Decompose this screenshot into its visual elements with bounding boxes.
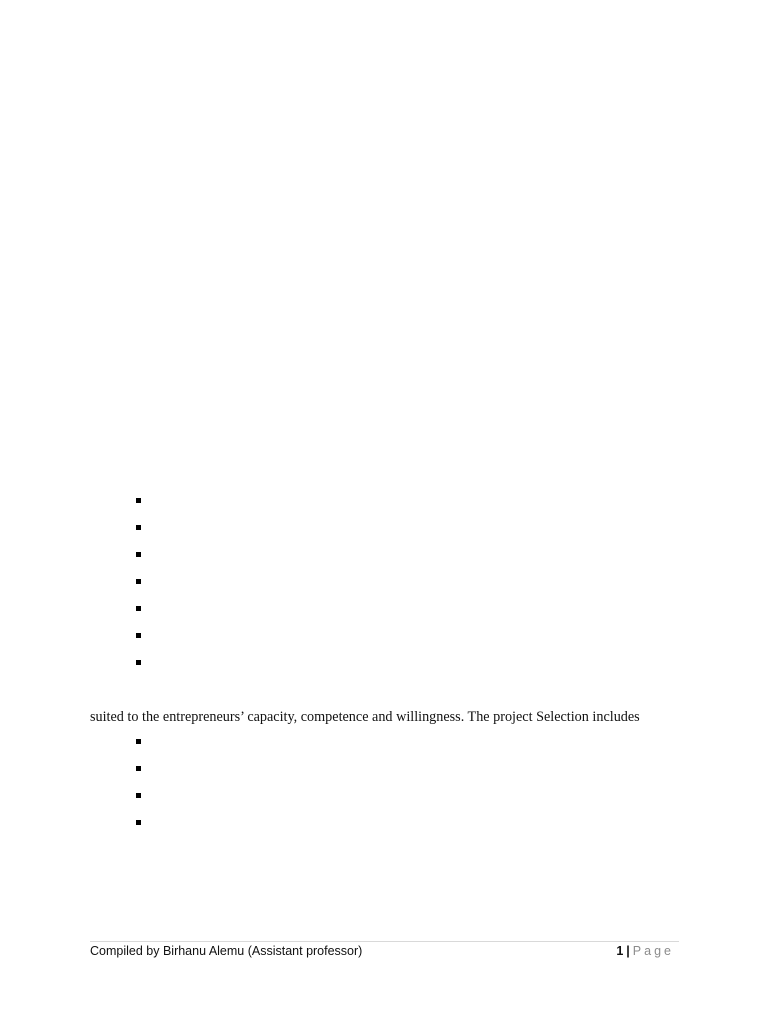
page-label: Page [632, 944, 674, 958]
footer-divider [90, 941, 679, 942]
square-bullet-icon [136, 606, 141, 611]
square-bullet-icon [136, 579, 141, 584]
square-bullet-icon [136, 766, 141, 771]
footer-credit: Compiled by Birhanu Alemu (Assistant professor) [90, 944, 363, 958]
footer-separator: | [626, 944, 630, 958]
page-number: 1 [616, 944, 624, 958]
square-bullet-icon [136, 660, 141, 665]
square-bullet-icon [136, 552, 141, 557]
footer-page-indicator [616, 943, 674, 959]
square-bullet-icon [136, 525, 141, 530]
square-bullet-icon [136, 633, 141, 638]
square-bullet-icon [136, 793, 141, 798]
body-paragraph: suited to the entrepreneurs’ capacity, competence and willingness. The project Selection includes [90, 709, 640, 725]
square-bullet-icon [136, 820, 141, 825]
square-bullet-icon [136, 739, 141, 744]
square-bullet-icon [136, 498, 141, 503]
